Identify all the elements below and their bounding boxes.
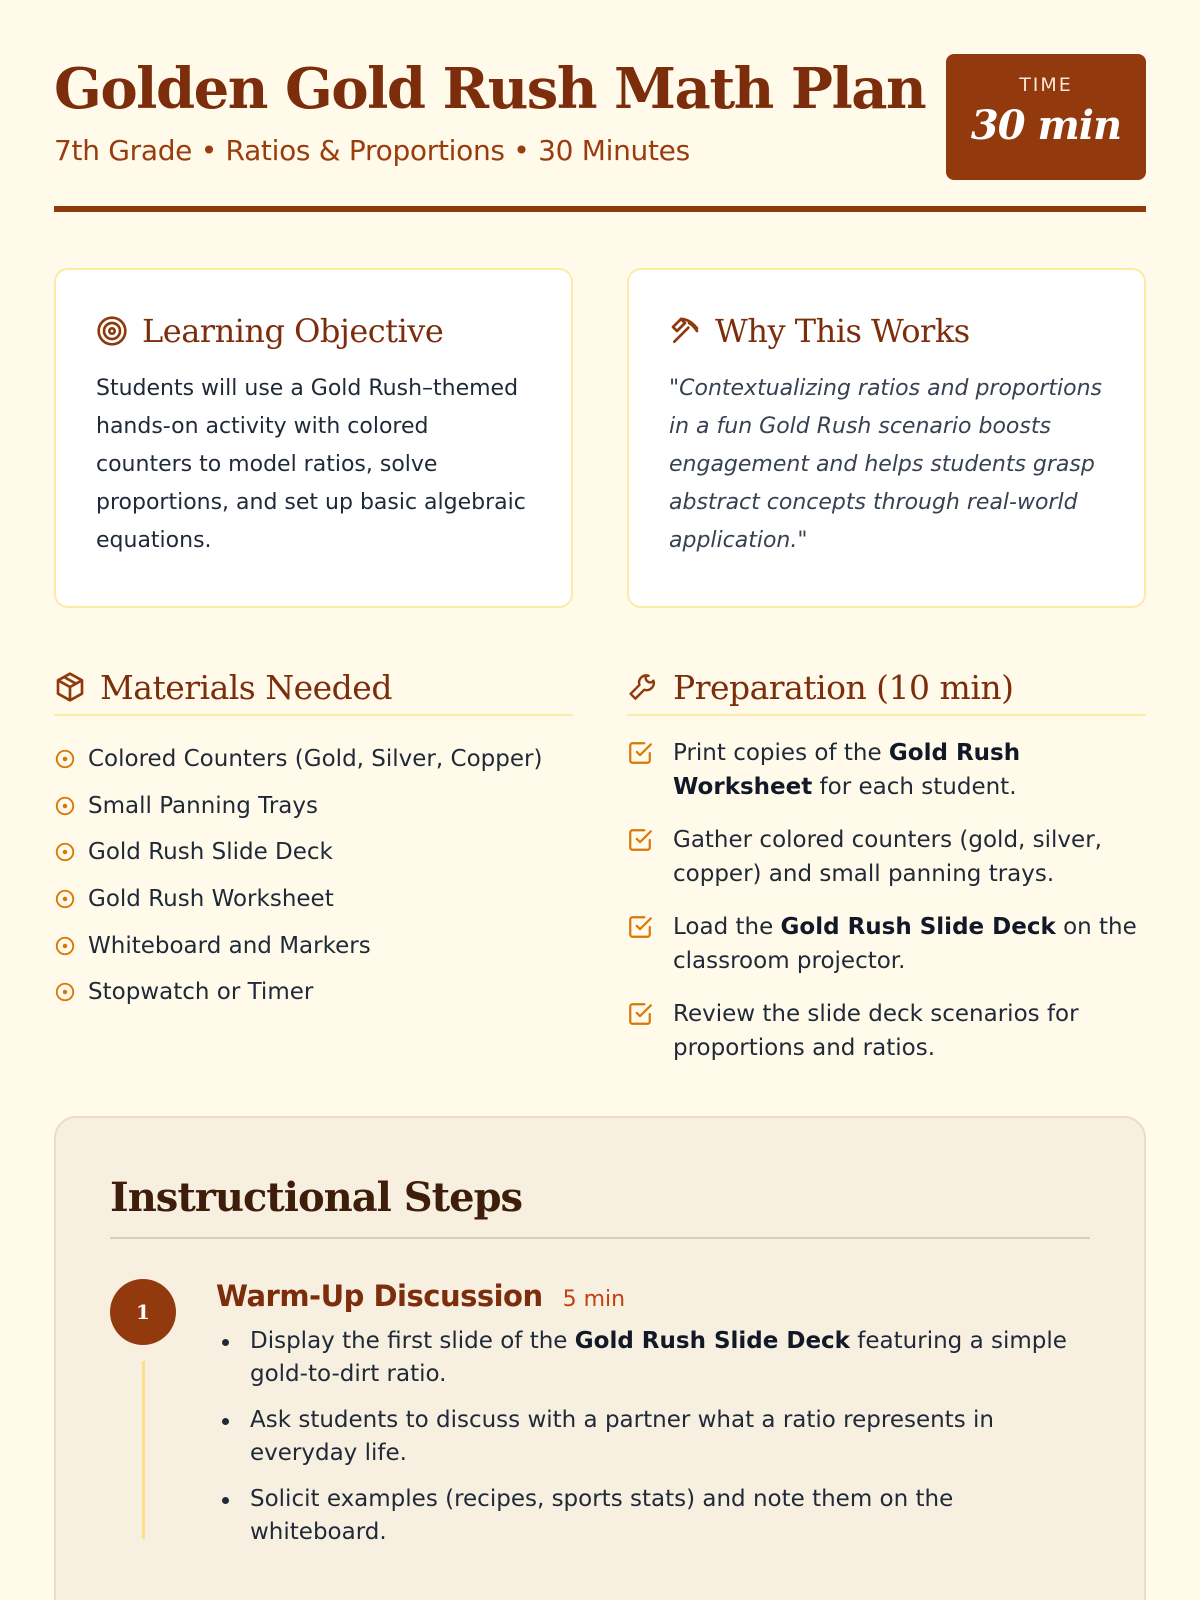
material-label: Gold Rush Worksheet [88, 886, 334, 913]
step [110, 1279, 1090, 1549]
why-this-works-card [627, 268, 1146, 608]
prep-item [627, 910, 1146, 978]
intro-cards [54, 268, 1146, 608]
checkbox-checked-icon [627, 827, 653, 853]
text: Gather colored counters (gold, silver, copper) and small panning trays. [673, 827, 1102, 887]
material-label: Stopwatch or Timer [88, 979, 314, 1006]
step-bullet [216, 1325, 1090, 1391]
materials-list [54, 736, 573, 1016]
bold-text: Gold Rush Slide Deck [574, 1328, 850, 1354]
prep-item [627, 736, 1146, 804]
target-icon [96, 315, 128, 347]
checkbox-checked-icon [627, 914, 653, 940]
bold-text: Gold Rush Slide Deck [780, 914, 1056, 940]
step-bullets [216, 1325, 1090, 1549]
page-header [54, 0, 1146, 212]
prep-item [627, 823, 1146, 891]
time-label: TIME [1019, 74, 1073, 96]
materials-and-prep [54, 660, 1146, 1084]
material-label: Whiteboard and Markers [88, 932, 371, 959]
step-connector [142, 1361, 145, 1539]
preparation-section [627, 660, 1146, 1084]
text: featuring a simple gold-to-dirt ratio. [250, 1328, 1067, 1387]
materials-section [54, 660, 573, 1084]
dot-circle-icon [54, 935, 76, 957]
material-item [54, 876, 573, 923]
step-header [216, 1279, 1090, 1313]
why-this-works-header [669, 310, 1104, 352]
time-value: 30 min [970, 102, 1122, 149]
page-subtitle: 7th Grade • Ratios & Proportions • 30 Minutes [54, 134, 690, 167]
material-item [54, 922, 573, 969]
instructional-steps-title: Instructional Steps [110, 1174, 1090, 1239]
learning-objective-header [96, 310, 531, 352]
prep-text [673, 736, 1146, 804]
checkbox-checked-icon [627, 1001, 653, 1027]
steps-list [110, 1279, 1090, 1549]
learning-objective-card [54, 268, 573, 608]
page-title: Golden Gold Rush Math Plan [54, 56, 926, 122]
text: Ask students to discuss with a partner what a ratio represents in everyday life. [250, 1407, 994, 1466]
material-item [54, 829, 573, 876]
why-this-works-title: Why This Works [715, 312, 970, 350]
materials-header [54, 660, 573, 716]
material-label: Colored Counters (Gold, Silver, Copper) [88, 746, 543, 773]
dot-circle-icon [54, 841, 76, 863]
materials-title: Materials Needed [100, 667, 392, 707]
step-bullet [216, 1483, 1090, 1549]
dot-circle-icon [54, 888, 76, 910]
bold-text: Gold Rush Worksheet [673, 740, 1021, 800]
material-item [54, 736, 573, 783]
preparation-title: Preparation (10 min) [673, 667, 1014, 707]
prep-text [673, 910, 1146, 978]
step-number: 1 [110, 1279, 176, 1345]
checkbox-checked-icon [627, 740, 653, 766]
material-item [54, 783, 573, 830]
text: Print copies of the [673, 740, 889, 766]
learning-objective-title: Learning Objective [142, 312, 444, 350]
instructional-steps-panel [54, 1116, 1146, 1600]
prep-text [673, 997, 1146, 1065]
text: Solicit examples (recipes, sports stats) and note them on the whiteboard. [250, 1486, 954, 1545]
preparation-list [627, 736, 1146, 1065]
material-label: Gold Rush Slide Deck [88, 839, 333, 866]
text: for each student. [812, 774, 1017, 800]
material-item [54, 969, 573, 1016]
why-this-works-quote: "Contextualizing ratios and proportions in a fun Gold Rush scenario boosts engagement and helps students grasp abstract concepts through real-world application." [669, 376, 1103, 553]
prep-item [627, 997, 1146, 1065]
material-label: Small Panning Trays [88, 792, 318, 819]
pickaxe-icon [669, 315, 701, 347]
dot-circle-icon [54, 748, 76, 770]
step-bullet [216, 1404, 1090, 1470]
text: Display the first slide of the [250, 1328, 575, 1354]
step-title: Warm-Up Discussion [216, 1279, 543, 1313]
preparation-header [627, 660, 1146, 716]
time-badge [946, 54, 1146, 180]
learning-objective-text: Students will use a Gold Rush–themed hands-on activity with colored counters to model ratios, solve proportions, and set up basic algebraic equations. [96, 376, 526, 553]
text: Load the [673, 914, 781, 940]
dot-circle-icon [54, 981, 76, 1003]
prep-text [673, 823, 1146, 891]
package-icon [54, 671, 86, 703]
text: on the classroom projector. [673, 914, 1137, 974]
text: Review the slide deck scenarios for proportions and ratios. [673, 1001, 1079, 1061]
wrench-icon [627, 671, 659, 703]
dot-circle-icon [54, 795, 76, 817]
step-duration: 5 min [562, 1287, 626, 1312]
